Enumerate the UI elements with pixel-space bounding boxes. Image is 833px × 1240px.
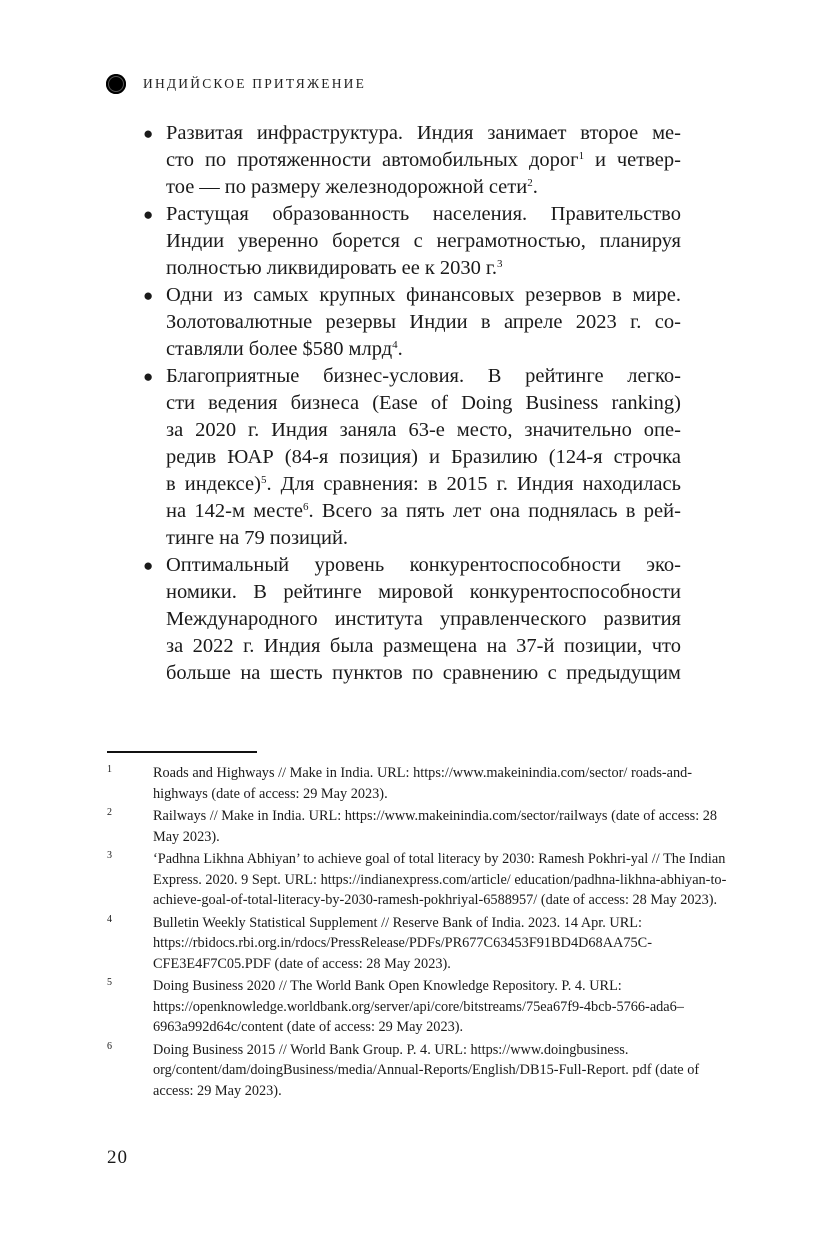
footnote-text: Roads and Highways // Make in India. URL: https://www.makeinindia.com/sector/ roads-and-highways (date of access: 29 May 2023). [153, 765, 693, 802]
footnote-text: Doing Business 2020 // The World Bank Open Knowledge Repository. P. 4. URL: https://openknowledge.worldbank.org/server/api/core/bitstreams/75ea67f9-4bcb-5766-ada6–6963a992d64c/content (date of access: 29 May 2023). [153, 978, 684, 1035]
text-line [166, 471, 681, 498]
word: в [612, 284, 622, 306]
bullet-list [143, 120, 681, 687]
bullet-icon: ● [143, 124, 154, 143]
word: В [487, 365, 502, 387]
text-line [166, 498, 681, 525]
text-line [166, 390, 681, 417]
text-line [166, 417, 681, 444]
word: с [413, 230, 423, 252]
footnote [107, 976, 740, 1038]
bullet-icon: ● [143, 556, 154, 575]
word: на [166, 500, 187, 522]
word: редив [166, 446, 217, 468]
footnote-ref[interactable]: 4 [392, 339, 398, 351]
bullet-icon: ● [143, 205, 154, 224]
word: Оптимальный [166, 554, 290, 576]
word: автомобильных [382, 149, 519, 171]
word: финансовых [406, 284, 515, 306]
word: 79 [244, 527, 265, 549]
word: полностью [166, 257, 262, 279]
word: лет [453, 500, 482, 522]
word: Растущая [166, 203, 249, 225]
word: 2030 [439, 257, 481, 279]
footnote-text: ‘Padhna Likhna Abhiyan’ to achieve goal of total literacy by 2030: Ramesh Pokhri-yal // The Indian Express. 2020. 9 Sept. URL: https://indianexpress.com/article/ education/padhna-likhna-abhiyan-to-achieve-goal-of-total-literacy-by-2030-ramesh-pokhriyal-6588957/ (date of access: 28 May 2023). [153, 851, 727, 908]
word: уверенно [237, 230, 319, 252]
word: апреле [503, 311, 563, 333]
word: сети$^2$. [488, 176, 538, 198]
word: Правительство [550, 203, 681, 225]
footnote-ref[interactable]: 6 [302, 501, 309, 513]
word: ставляли [166, 338, 244, 360]
word: четвер- [616, 149, 681, 171]
bullet-item [143, 552, 681, 687]
footnote-ref[interactable]: 3 [497, 258, 503, 270]
word: неграмотностью, [436, 230, 586, 252]
word: населения. [432, 203, 528, 225]
bullet-item [143, 201, 681, 282]
word: г.$^3$ [485, 257, 503, 279]
word: Индии [409, 311, 468, 333]
running-title: ИНДИЙСКОЕ ПРИТЯЖЕНИЕ [143, 76, 367, 91]
word: за [166, 419, 184, 441]
word: дорог$^1$ [528, 149, 585, 171]
word: (84-я [284, 446, 329, 468]
word: резервы [325, 311, 397, 333]
word: индексе)$^5$. [184, 473, 272, 495]
bullet-item [143, 120, 681, 201]
footnote [107, 806, 740, 847]
word: самых [253, 284, 309, 306]
word: — [199, 176, 220, 198]
footnote-text: Bulletin Weekly Statistical Supplement // Reserve Bank of India. 2023. 14 Apr. URL: https://rbidocs.rbi.org.in/rdocs/PressRelease/PDFs/PR677C63453F91BD4D68AA75C-CFE3E4F7C05.PDF (date of access: 28 May 2023). [153, 914, 652, 972]
text-line [166, 228, 681, 255]
footnote-number: 2 [107, 807, 112, 818]
word: из [223, 284, 243, 306]
word: шесть [269, 662, 323, 684]
footnote [107, 849, 740, 911]
word: строчка [613, 446, 681, 468]
word: второе [580, 122, 639, 144]
word: предыдущим [566, 662, 681, 684]
word: бизнеса [290, 392, 360, 414]
word: номики. [166, 581, 237, 603]
word: пять [405, 500, 445, 522]
footnote-number: 3 [107, 850, 112, 861]
word: крупных [319, 284, 396, 306]
word: с [547, 662, 557, 684]
word: рейтинге [525, 365, 604, 387]
text-line [166, 552, 681, 579]
text-line [166, 444, 681, 471]
word: на [240, 662, 261, 684]
word: эко- [646, 554, 681, 576]
text-line [166, 282, 681, 309]
footnote [107, 1040, 740, 1102]
bullet-item [143, 363, 681, 552]
footnote-text: Doing Business 2015 // World Bank Group. P. 4. URL: https://www.doingbusiness. org/content/dam/doingBusiness/media/Annual-Reports/English/DB15-Full-Report. pdf (date of access: 29 May 2023). [153, 1041, 700, 1099]
word: в [166, 473, 176, 495]
word: Всего [321, 500, 373, 522]
word: по [224, 176, 247, 198]
word: Золотовалютные [166, 311, 313, 333]
word: Бразилию [450, 446, 538, 468]
word: заняла [339, 419, 397, 441]
word: более [248, 338, 298, 360]
text-line [166, 255, 681, 282]
word: Международного [166, 608, 318, 630]
word: больше [166, 662, 231, 684]
word: резервов [525, 284, 602, 306]
footnote-number: 1 [107, 764, 112, 775]
bullet-item [143, 282, 681, 363]
word: за [380, 500, 398, 522]
text-line [166, 660, 681, 687]
word: Индия [263, 635, 321, 657]
word: образованность [272, 203, 410, 225]
word: значительно [524, 419, 632, 441]
bullet-icon: ● [143, 286, 154, 305]
circle-logo-icon [106, 74, 126, 94]
word: в [625, 500, 636, 522]
word: место, [456, 419, 513, 441]
word: Индия [516, 473, 574, 495]
word: тое [166, 176, 195, 198]
word: $580 [302, 338, 344, 360]
word: на [486, 635, 507, 657]
text-line [166, 309, 681, 336]
footnote [107, 763, 740, 804]
word: сти [166, 392, 196, 414]
word: г. [496, 473, 508, 495]
word: в [427, 473, 438, 495]
word: 63-е [408, 419, 445, 441]
word: позиций. [269, 527, 349, 549]
word: of [430, 392, 448, 414]
word: железнодорожной [325, 176, 484, 198]
word: института [334, 608, 423, 630]
word: г. [247, 419, 260, 441]
word: 2022 [192, 635, 234, 657]
footnote [107, 913, 740, 975]
footnote-number: 4 [107, 913, 112, 925]
word: конкурентоспособности [469, 581, 681, 603]
word: г. [243, 635, 255, 657]
word: по [204, 149, 227, 171]
word: к [424, 257, 435, 279]
word: размещена [382, 635, 478, 657]
word: ведения [208, 392, 278, 414]
word: Business [525, 392, 599, 414]
word: она [489, 500, 520, 522]
word: Индия [271, 419, 328, 441]
word: ме- [652, 122, 681, 144]
word: (124-я [548, 446, 603, 468]
text-line [166, 525, 681, 552]
text-line [166, 633, 681, 660]
word: Развитая [166, 122, 243, 144]
word: г. [630, 311, 642, 333]
text-line [166, 363, 681, 390]
word: протяженности [237, 149, 372, 171]
word: размеру [251, 176, 321, 198]
word: ликвидировать [266, 257, 397, 279]
text-line [166, 201, 681, 228]
word: бизнес-условия. [323, 365, 465, 387]
word: по [412, 662, 434, 684]
bullet-icon: ● [143, 367, 154, 386]
word: на [219, 527, 240, 549]
word: 2015 [446, 473, 488, 495]
word: (Ease [372, 392, 418, 414]
word: ЮАР [227, 446, 274, 468]
word: 2020 [195, 419, 237, 441]
word: В [253, 581, 267, 603]
word: 2023 [575, 311, 617, 333]
word: мире. [632, 284, 681, 306]
word: мировой [378, 581, 454, 603]
word: сравнению [442, 662, 539, 684]
footnote-number: 5 [107, 977, 112, 988]
text-line [166, 120, 681, 147]
footnote-text: Railways // Make in India. URL: https://www.makeinindia.com/sector/railways (date of access: 28 May 2023). [153, 808, 718, 845]
word: позиции, [563, 635, 643, 657]
word: тинге [166, 527, 215, 549]
word: инфраструктура. [256, 122, 404, 144]
word: Индия [416, 122, 474, 144]
footnote-ref[interactable]: 1 [578, 150, 585, 162]
word: что [651, 635, 681, 657]
text-line [166, 606, 681, 633]
footnote-ref[interactable]: 2 [527, 177, 533, 189]
word: за [166, 635, 184, 657]
word: позиция) [339, 446, 418, 468]
word: конкурентоспособности [409, 554, 621, 576]
footnote-ref[interactable]: 5 [260, 474, 267, 486]
word: сто [166, 149, 195, 171]
text-line [166, 579, 681, 606]
word: поднялась [528, 500, 618, 522]
footnotes [107, 763, 740, 1103]
text-line [166, 174, 681, 201]
word: борется [332, 230, 400, 252]
word: занимает [487, 122, 567, 144]
word: находилась [582, 473, 681, 495]
word: Doing [461, 392, 513, 414]
word: была [329, 635, 374, 657]
word: и [594, 149, 606, 171]
text-line [166, 336, 681, 363]
page-number: 20 [107, 1147, 128, 1168]
text-line [166, 147, 681, 174]
word: сравнения: [323, 473, 419, 495]
word: 142-м [194, 500, 245, 522]
word: Одни [166, 284, 213, 306]
footnote-number: 6 [107, 1040, 112, 1052]
running-header [106, 74, 366, 94]
word: 37-й [516, 635, 555, 657]
word: млрд$^4$. [348, 338, 403, 360]
word: пунктов [332, 662, 403, 684]
word: рейтинге [283, 581, 362, 603]
footnote-divider [107, 751, 257, 753]
word: рей- [643, 500, 681, 522]
word: Индии [166, 230, 225, 252]
word: Благоприятные [166, 365, 300, 387]
word: легко- [627, 365, 681, 387]
word: управленческого [439, 608, 587, 630]
word: ranking) [611, 392, 681, 414]
word: со- [654, 311, 681, 333]
word: ее [401, 257, 420, 279]
word: развития [603, 608, 681, 630]
word: и [428, 446, 440, 468]
word: месте$^6$. [253, 500, 314, 522]
word: уровень [314, 554, 385, 576]
word: планируя [599, 230, 681, 252]
word: в [480, 311, 491, 333]
word: Для [280, 473, 315, 495]
word: опе- [643, 419, 681, 441]
